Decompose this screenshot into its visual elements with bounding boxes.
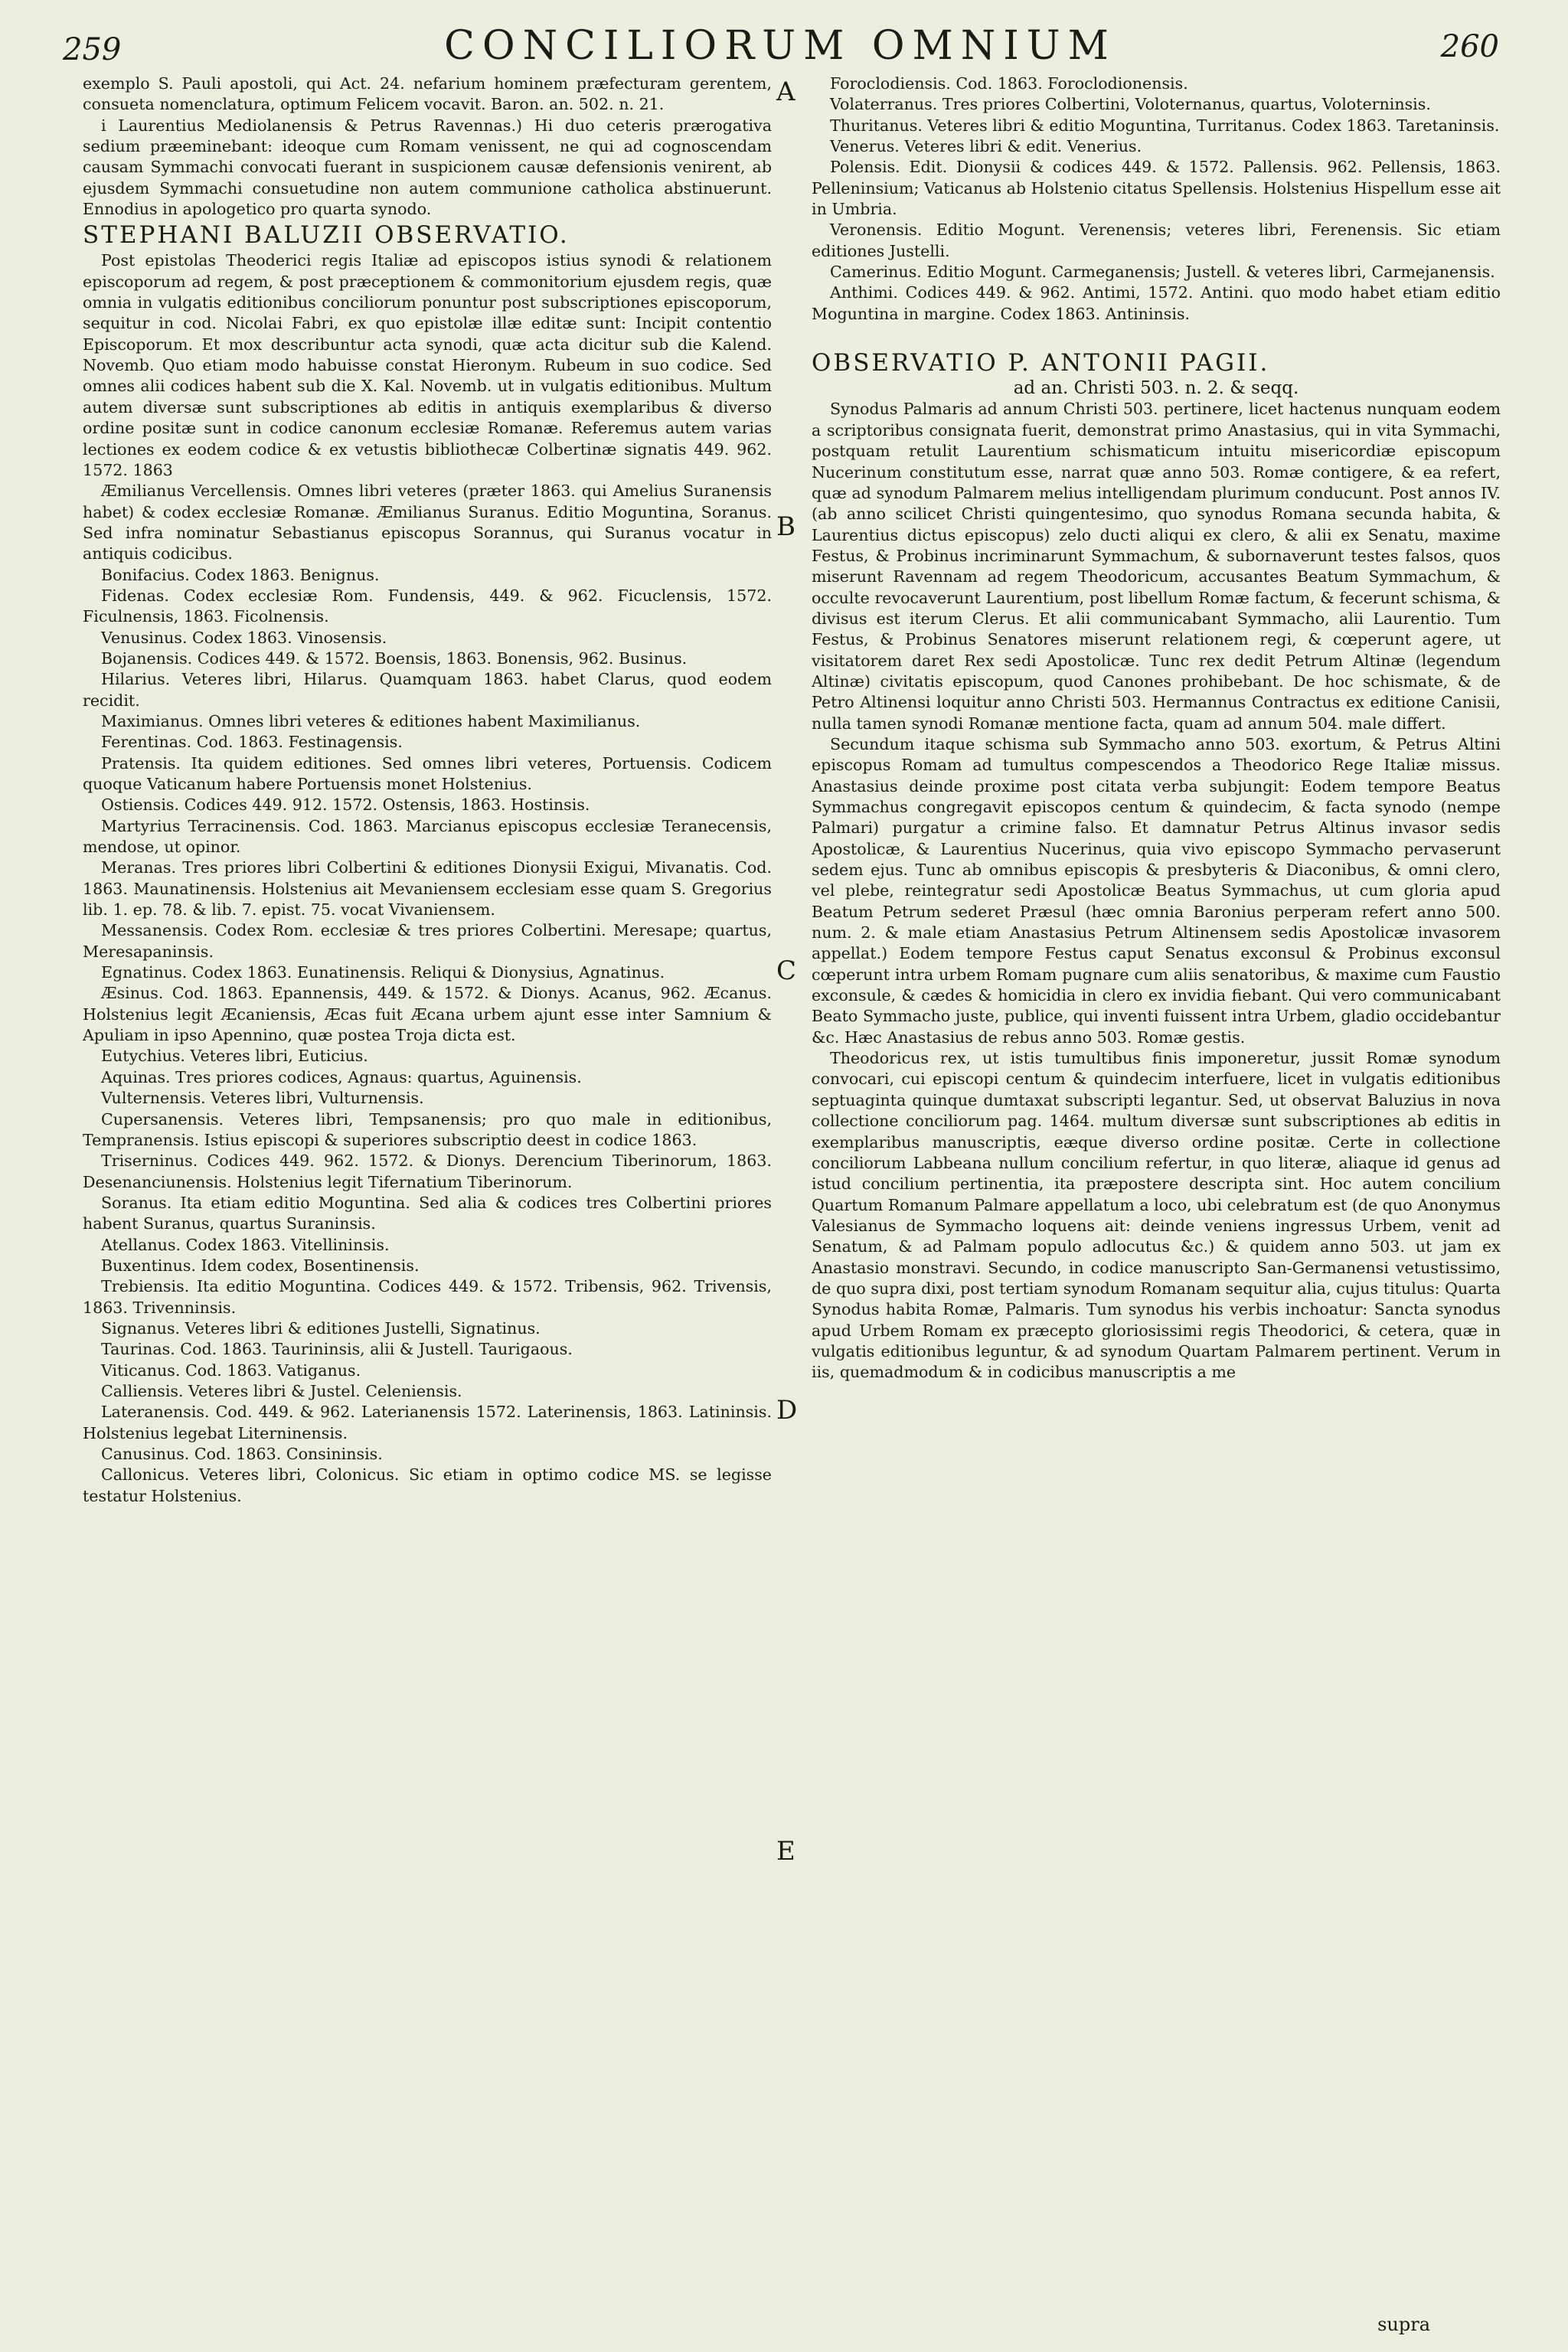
page-header bbox=[61, 18, 1499, 72]
intro-paragraph: exemplo S. Pauli apostoli, qui Act. 24. nefarium hominem præfecturam gerentem, consueta nomenclatura, optimum Felicem vocavit. Baron. an. 502. n. 21. bbox=[83, 74, 772, 114]
text-paragraph: Aquinas. Tres priores codices, Agnaus: quartus, Aguinensis. bbox=[101, 1067, 582, 1086]
intro-paragraph: i Laurentius Mediolanensis & Petrus Ravennas.) Hi duo ceteris prærogativa sedium præeminebant: ideoque cum Romam venissent, ne qui ad cognoscendam causam Symmachi convocati fuerant in suspicionem causæ defensionis venirent, ab ejusdem Symmachi consuetudine non autem communione catholica abstinuerunt. Ennodius in apologetico pro quarta synodo. bbox=[83, 116, 772, 219]
pagius-paragraphs bbox=[812, 399, 1501, 1383]
text-paragraph: Trebiensis. Ita editio Moguntina. Codices 449. & 1572. Tribensis, 962. Trivensis, 1863. Trivenninsis. bbox=[83, 1277, 772, 1317]
text-paragraph: Callonicus. Veteres libri, Colonicus. Sic etiam in optimo codice MS. se legisse testatur Holstenius. bbox=[83, 1465, 772, 1505]
text-paragraph: Hilarius. Veteres libri, Hilarus. Quamquam 1863. habet Clarus, quod eodem recidit. bbox=[83, 670, 772, 710]
catchword: supra bbox=[1377, 2314, 1430, 2335]
text-paragraph: Bojanensis. Codices 449. & 1572. Boensis, 1863. Bonensis, 962. Businus. bbox=[101, 648, 688, 668]
text-paragraph: Post epistolas Theoderici regis Italiæ ad episcopos istius synodi & relationem episcoporum ad regem, & post præceptionem & commonitorium ejusdem regis, quæ omnia in vulgatis editionibus conciliorum ponuntur post subscriptiones episcoporum, sequitur in cod. Nicolai Fabri, ex quo epistolæ illæ editæ sunt: Incipit contentio Episcoporum. Et mox describuntur acta synodi, quæ acta dicitur sub die Kalend. Novemb. Quo etiam modo habuisse constat Hieronym. Rubeum in suo codice. Sed omnes alii codices habent sub die X. Kal. Novemb. ut in vulgatis editionibus. Multum autem diversæ sunt subscriptiones ab editis in antiquis exemplaribus & diverso ordine positæ sunt in codice canonum ecclesiæ Romanæ. Referemus autem varias lectiones ex eodem codice & ex vetustis bibliothecæ Colbertinæ signatis 449. 962. 1572. 1863 bbox=[83, 251, 772, 479]
text-paragraph: Triserninus. Codices 449. 962. 1572. & Dionys. Derencium Tiberinorum, 1863. Desenanciunensis. Holstenius legit Tifernatium Tiberinorum. bbox=[83, 1152, 772, 1191]
text-paragraph: Eutychius. Veteres libri, Euticius. bbox=[101, 1047, 368, 1066]
text-paragraph: Calliensis. Veteres libri & Justel. Celeniensis. bbox=[101, 1381, 462, 1400]
text-paragraph: Messanensis. Codex Rom. ecclesiæ & tres priores Colbertini. Meresape; quartus, Meresapaninsis. bbox=[83, 921, 772, 961]
text-paragraph: Thuritanus. Veteres libri & editio Moguntina, Turritanus. Codex 1863. Taretaninsis. bbox=[830, 116, 1500, 135]
section-subtitle: ad an. Christi 503. n. 2. & seqq. bbox=[1013, 378, 1299, 399]
right-column bbox=[812, 74, 1501, 2298]
text-paragraph: Theodoricus rex, ut istis tumultibus finis imponeretur, jussit Romæ synodum convocari, cui episcopi centum & quindecim interfuere, licet in vulgatis editionibus septuaginta quinque dumtaxat subscripti legantur. Sed, ut observat Baluzius in nova collectione conciliorum pag. 1464. multum diversæ sunt subscriptiones ab editis in exemplaribus manuscriptis, eæque diverso ordine positæ. Certe in collectione conciliorum Labbeana nullum concilium refertur, in quo literæ, aliaque id genus ad istud concilium pertinentia, ita præpostere descripta sint. Hoc autem concilium Quartum Romanum Palmare appellatum a loco, ubi celebratum est (de quo Anonymus Valesianus de Symmacho loquens ait: deinde veniens ingressus Urbem, venit ad Senatum, & ad Palmam populo adlocutus &c.) & quidem anno 503. ut jam ex Anastasio monstravi. Secundo, in codice manuscripto San-Germanensi vetustissimo, de quo supra dixi, post tertiam synodum Romanam sequitur alia, cujus titulus: Quarta Synodus habita Romæ, Palmaris. Tum synodus his verbis inchoatur: Sancta synodus apud Urbem Romam ex præcepto gloriosissimi regis Theodorici, & cetera, quæ in vulgatis editionibus leguntur, & ad synodum Quartam Palmarem pertinent. Verum in iis, quemadmodum & in codicibus manuscriptis a me bbox=[812, 1049, 1501, 1382]
text-paragraph: Taurinas. Cod. 1863. Taurininsis, alii & Justell. Taurigaous. bbox=[101, 1340, 573, 1359]
text-paragraph: Synodus Palmaris ad annum Christi 503. pertinere, licet hactenus nunquam eodem a scriptoribus consignata fuerit, demonstrat primo Anastasius, qui in vita Symmachi, postquam retulit Laurentium schismaticum intuitu misericordiæ episcopum Nucerinum constitutum esse, narrat quæ anno 503. Romæ contigere, & ea refert, quæ ad synodum Palmarem melius intelligendam plurimum conducunt. Post annos IV. (ab anno scilicet Christi quingentesimo, quo synodus Romana secunda habita, & Laurentius dictus episcopus) zelo ducti aliqui ex clero, & alii ex Senatu, maxime Festus, & Probinus incriminarunt Symmachum, & subornaverunt testes falsos, quos miserunt Ravennam ad regem Theodoricum, accusantes Beatum Symmachum, & occulte revocaverunt Laurentium, post libellum Romæ factum, & fecerunt schisma, & divisus est iterum Clerus. Et alii communicabant Symmacho, alii Laurentio. Tum Festus, & Probinus Senatores miserunt relationem regi, & cœperunt agere, ut visitatorem daret Rex sedi Apostolicæ. Tunc rex dedit Petrum Altinæ (legendum Altinæ) civitatis episcopum, quod Canones prohibebant. De hoc schismate, & de Petro Altinensi loquitur anno Christi 503. Hermannus Contractus ex editione Canisii, nulla tamen synodi Romanæ mentione facta, quam ad annum 504. male differt. bbox=[812, 400, 1501, 733]
section-title-pagius: OBSERVATIO P. ANTONII PAGII. bbox=[812, 349, 1270, 377]
text-paragraph: Venerus. Veteres libri & edit. Venerius. bbox=[830, 137, 1142, 156]
text-paragraph: Venusinus. Codex 1863. Vinosensis. bbox=[101, 628, 387, 647]
variant-entries bbox=[812, 74, 1501, 325]
text-paragraph: Anthimi. Codices 449. & 962. Antimi, 1572. Antini. quo modo habet etiam editio Moguntina in margine. Codex 1863. Antininsis. bbox=[812, 283, 1501, 323]
text-paragraph: Foroclodiensis. Cod. 1863. Foroclodionensis. bbox=[830, 74, 1188, 93]
text-paragraph: Meranas. Tres priores libri Colbertini & editiones Dionysii Exigui, Mivanatis. Cod. 1863. Maunatinensis. Holstenius ait Mevaniensem ecclesiam esse quam S. Gregorius lib. 1. ep. 78. & lib. 7. epist. 75. vocat Vivaniensem. bbox=[83, 858, 772, 920]
text-paragraph: Camerinus. Editio Mogunt. Carmeganensis; Justell. & veteres libri, Carmejanensis. bbox=[830, 263, 1495, 282]
text-paragraph: Atellanus. Codex 1863. Vitellininsis. bbox=[101, 1235, 390, 1254]
text-paragraph: Bonifacius. Codex 1863. Benignus. bbox=[101, 565, 380, 584]
text-paragraph: Maximianus. Omnes libri veteres & editiones habent Maximilianus. bbox=[101, 711, 641, 730]
text-paragraph: Volaterranus. Tres priores Colbertini, Voloternanus, quartus, Voloterninsis. bbox=[830, 95, 1431, 114]
page-number-right: 260 bbox=[1440, 29, 1499, 64]
margin-letter-b: B bbox=[776, 511, 795, 542]
text-paragraph: Pratensis. Ita quidem editiones. Sed omnes libri veteres, Portuensis. Codicem quoque Vaticanum habere Portuensis monet Holstenius. bbox=[83, 753, 772, 793]
text-paragraph: Buxentinus. Idem codex, Bosentinensis. bbox=[101, 1256, 420, 1275]
text-paragraph: Fidenas. Codex ecclesiæ Rom. Fundensis, 449. & 962. Ficuclensis, 1572. Ficulnensis, 1863. Ficolnensis. bbox=[83, 586, 772, 626]
text-paragraph: Cupersanensis. Veteres libri, Tempsanensis; pro quo male in editionibus, Tempranensis. Istius episcopi & superiores subscriptio deest in codice 1863. bbox=[83, 1109, 772, 1149]
text-paragraph: Secundum itaque schisma sub Symmacho anno 503. exortum, & Petrus Altini episcopus Romam ad tumultus compescendos a Theodorico Rege Italiæ missus. Anastasius deinde proxime post citata verba subjungit: Eodem tempore Beatus Symmachus congregavit episcopos centum & quindecim, & facta synodo (nempe Palmari) purgatur a crimine falso. Et damnatur Petrus Altinus invasor sedis Apostolicæ, & Laurentius Nucerinus, quia vivo episcopo Symmacho pervaserunt sedem ejus. Tunc ab omnibus episcopis & presbyteris & Diaconibus, & omni clero, vel plebe, reintegratur sedi Apostolicæ Beatus Symmachus, ut cum gloria apud Beatum Petrum sederet Præsul (hæc omnia Baronius perperam refert anno 500. num. 2. & male etiam Anastasius Petrum Altinensem sedis Apostolicæ invasorem appellat.) Eodem tempore Festus caput Senatus exconsul & Probinus exconsul cœperunt intra urbem Romam pugnare cum aliis senatoribus, & maxime cum Faustio exconsule, & cædes & homicidia in clero ex invidia fiebant. Qui vero communicabant Beato Symmacho juste, publice, qui inventi fuissent intra Urbem, gladio occidebantur &c. Hæc Anastasius de rebus anno 503. Romæ gestis. bbox=[812, 734, 1501, 1047]
text-paragraph: Veronensis. Editio Mogunt. Verenensis; veteres libri, Ferenensis. Sic etiam editiones Justelli. bbox=[812, 220, 1501, 260]
text-paragraph: Signanus. Veteres libri & editiones Justelli, Signatinus. bbox=[101, 1318, 541, 1338]
running-title: CONCILIORUM OMNIUM bbox=[444, 23, 1116, 69]
text-paragraph: Martyrius Terracinensis. Cod. 1863. Marcianus episcopus ecclesiæ Teranecensis, mendose, ut opinor. bbox=[83, 816, 772, 857]
text-paragraph: Æsinus. Cod. 1863. Epannensis, 449. & 1572. & Dionys. Acanus, 962. Æcanus. Holstenius legit Æcaniensis, Æcas fuit Æcana urbem ajunt esse inter Samnium & Apuliam in ipso Apennino, quæ postea Troja dicta est. bbox=[83, 984, 772, 1045]
section-title-baluzius: STEPHANI BALUZII OBSERVATIO. bbox=[83, 221, 570, 250]
left-column bbox=[83, 74, 772, 2298]
text-paragraph: Canusinus. Cod. 1863. Consininsis. bbox=[101, 1445, 383, 1463]
text-paragraph: Lateranensis. Cod. 449. & 962. Laterianensis 1572. Laterinensis, 1863. Latininsis. Holstenius legebat Literninensis. bbox=[83, 1403, 772, 1442]
page-number-left: 259 bbox=[63, 32, 122, 67]
text-paragraph: Ostiensis. Codices 449. 912. 1572. Ostensis, 1863. Hostinsis. bbox=[101, 795, 590, 815]
margin-letter-a: A bbox=[776, 77, 795, 107]
baluzius-entries bbox=[83, 250, 772, 1507]
margin-letter-e: E bbox=[776, 1836, 795, 1867]
margin-letter-c: C bbox=[776, 956, 797, 986]
text-paragraph: Ferentinas. Cod. 1863. Festinagensis. bbox=[101, 733, 403, 752]
text-paragraph: Æmilianus Vercellensis. Omnes libri veteres (præter 1863. qui Amelius Suranensis habet) & codex ecclesiæ Romanæ. Æmilianus Suranus. Editio Moguntina, Soranus. Sed infra nominatur Sebastianus episcopus Sorannus, qui Suranus vocatur in antiquis codicibus. bbox=[83, 482, 772, 564]
text-paragraph: Vulternensis. Veteres libri, Vulturnensis. bbox=[101, 1089, 424, 1108]
text-paragraph: Soranus. Ita etiam editio Moguntina. Sed alia & codices tres Colbertini priores habent Suranus, quartus Suraninsis. bbox=[83, 1193, 772, 1233]
margin-letter-d: D bbox=[776, 1395, 798, 1426]
text-paragraph: Polensis. Edit. Dionysii & codices 449. & 1572. Pallensis. 962. Pellensis, 1863. Pelleninsium; Vaticanus ab Holstenio citatus Spellensis. Holstenius Hispellum esse ait in Umbria. bbox=[812, 158, 1501, 219]
text-paragraph: Viticanus. Cod. 1863. Vatiganus. bbox=[101, 1361, 361, 1380]
text-paragraph: Egnatinus. Codex 1863. Eunatinensis. Reliqui & Dionysius, Agnatinus. bbox=[101, 963, 665, 982]
